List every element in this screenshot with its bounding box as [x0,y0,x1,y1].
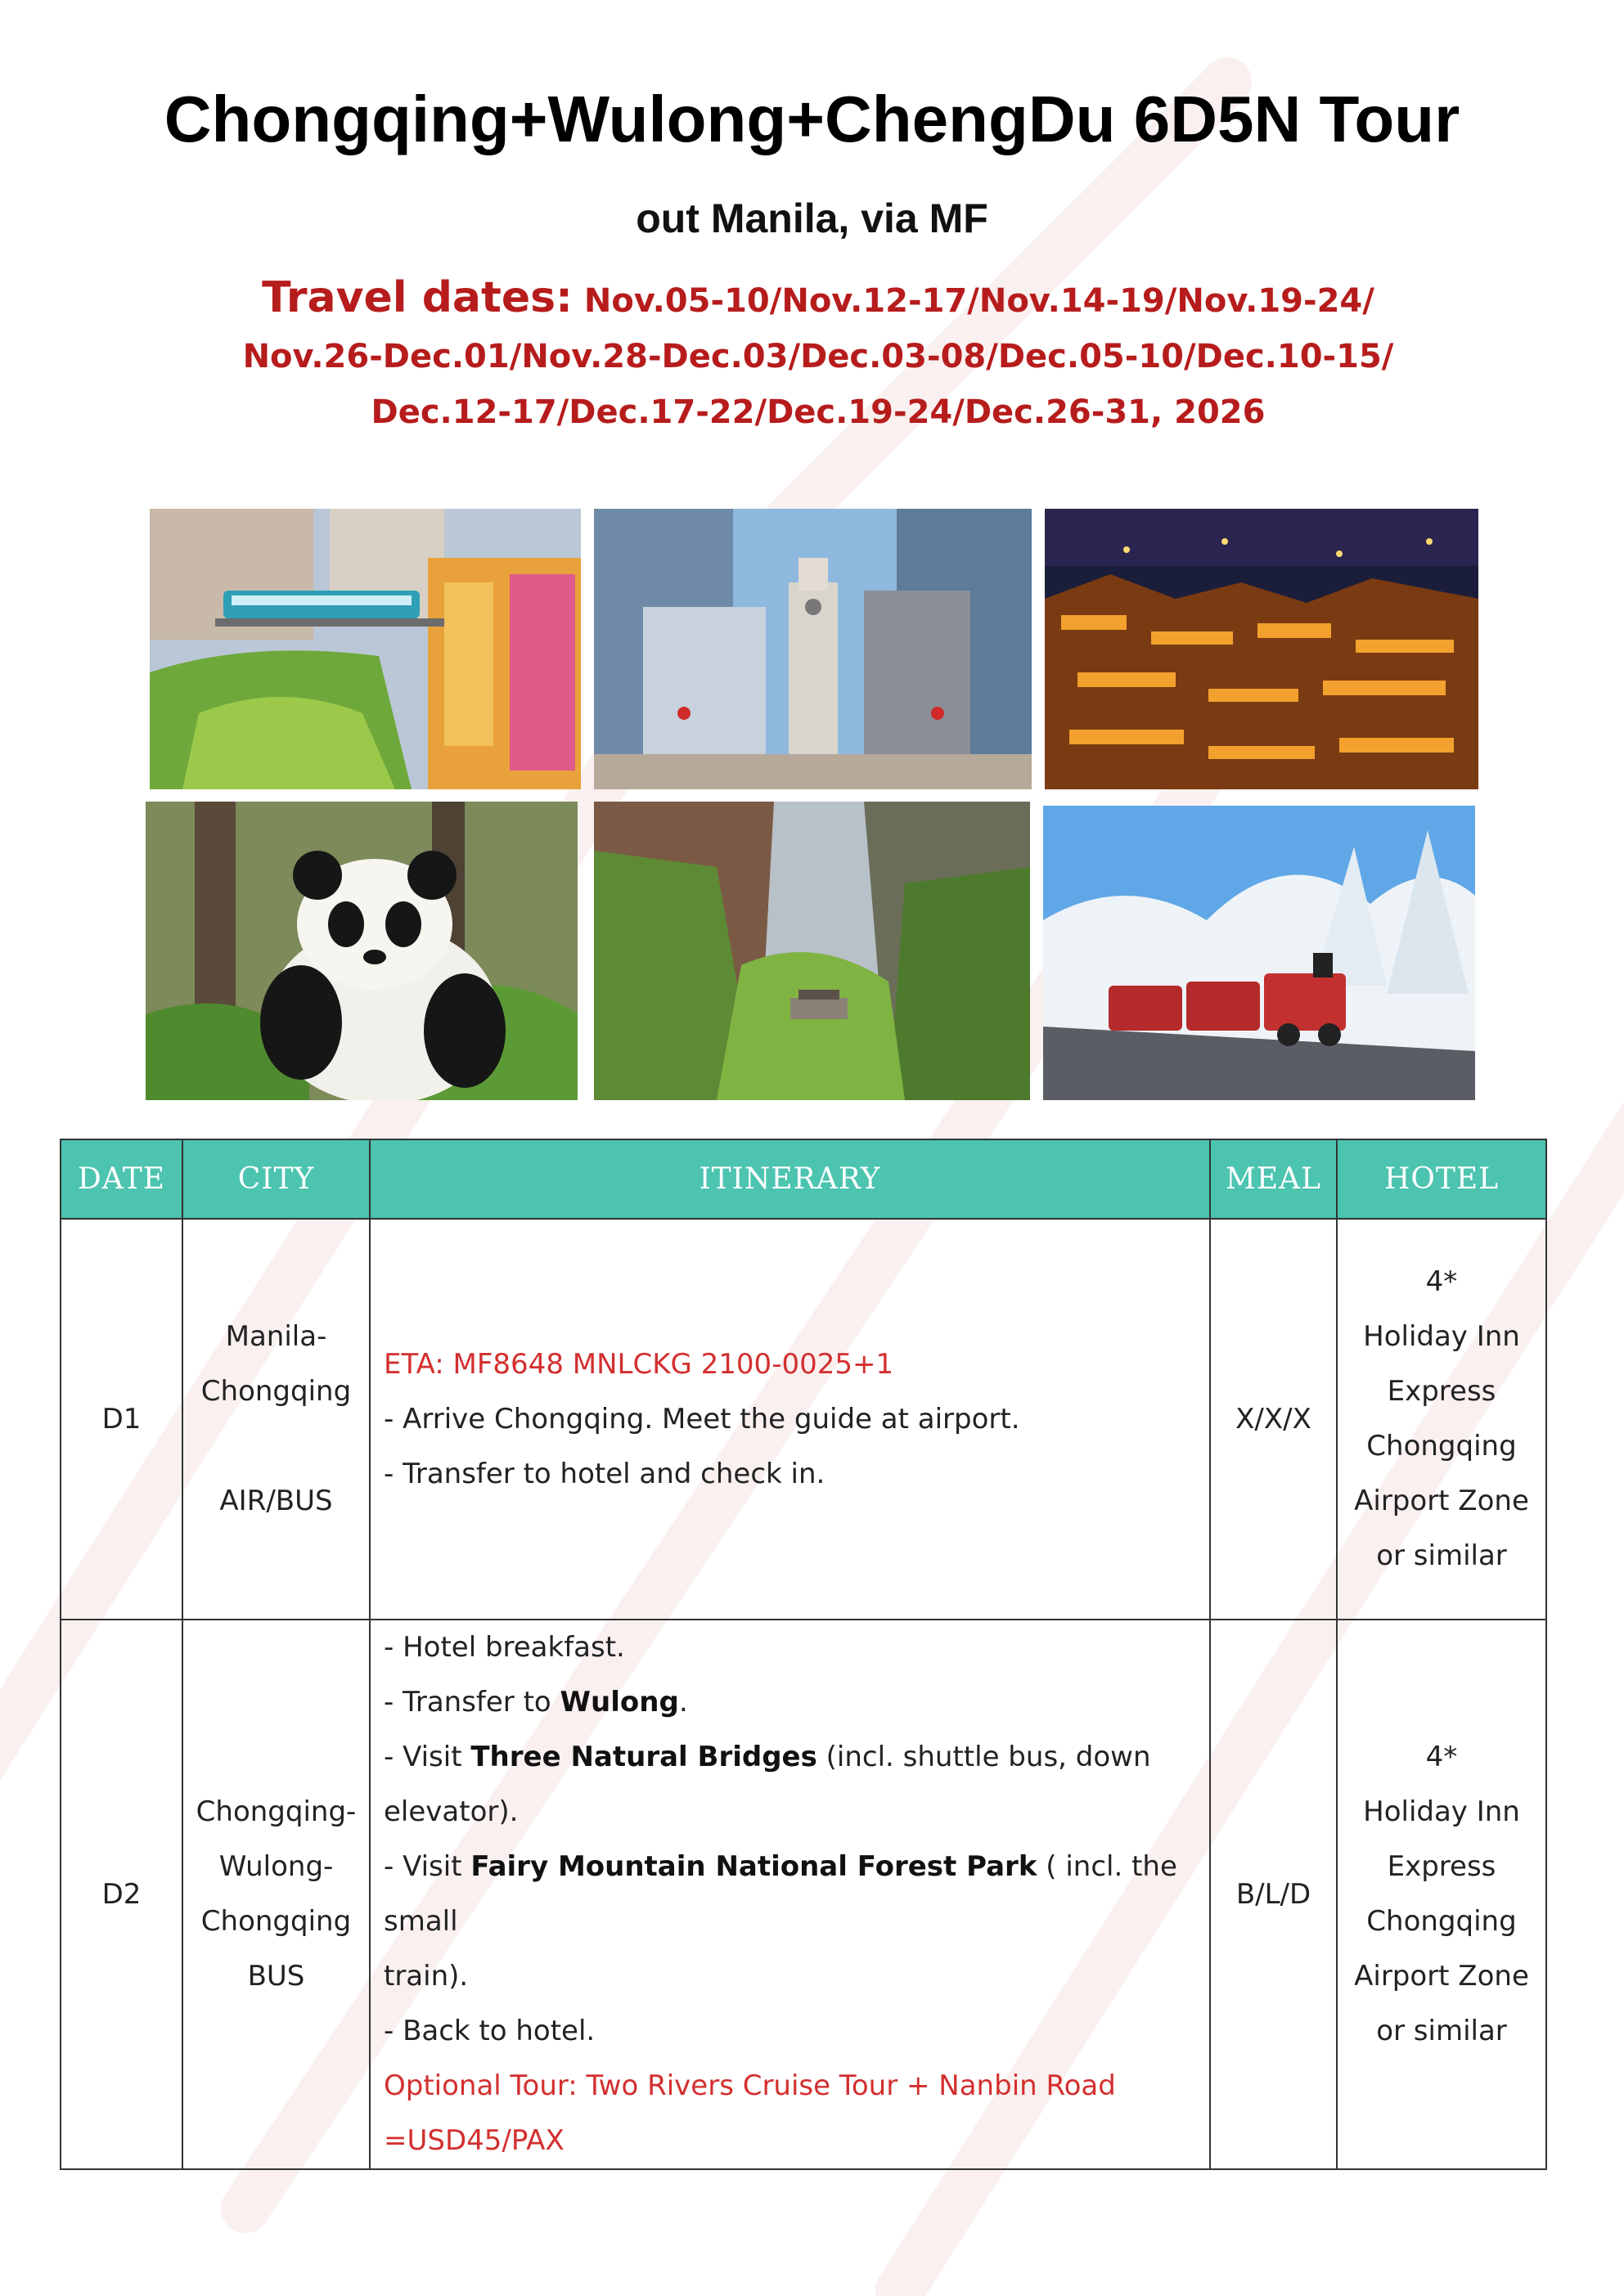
photo-hongyadong-night [1045,509,1478,789]
itinerary-text: . [678,1686,688,1719]
itinerary-table [60,1139,1547,2170]
cell-hotel [1337,1620,1546,2169]
cell-itinerary [370,1219,1210,1620]
hotel-line: Airport Zone [1354,1485,1529,1517]
header-city: CITY [182,1139,370,1219]
cell-itinerary [370,1620,1210,2169]
itinerary-text: ( incl. the small [384,1850,1177,1938]
cell-meal: B/L/D [1210,1620,1337,2169]
photo-three-natural-bridges [594,802,1030,1100]
hotel-line: Express [1387,1850,1496,1883]
photo-giant-panda [146,802,578,1100]
hotel-line: or similar [1376,2015,1507,2047]
city-line: BUS [247,1960,305,1993]
header-date: DATE [61,1139,182,1219]
travel-dates-line1: Nov.05-10/Nov.12-17/Nov.14-19/Nov.19-24/ [583,282,1374,320]
city-line: Wulong- [218,1850,334,1883]
cell-meal: X/X/X [1210,1219,1337,1620]
city-line: Chongqing [200,1375,352,1408]
page-subtitle: out Manila, via MF [636,195,988,241]
city-line: AIR/BUS [219,1485,333,1517]
itinerary-line: - Transfer to hotel and check in. [384,1457,825,1490]
photo-monorail-building [150,509,581,789]
itinerary-line: train). [384,1960,469,1993]
header-itinerary: ITINERARY [370,1139,1210,1219]
itinerary-text: - Transfer to [384,1686,560,1719]
itinerary-text: - Visit [384,1850,471,1883]
itinerary-line: elevator). [384,1795,519,1828]
hotel-line: or similar [1376,1539,1507,1572]
itinerary-line [384,1840,1196,1949]
cell-city [182,1620,370,2169]
itinerary-text: - Visit [384,1741,471,1773]
hotel-line: Chongqing [1366,1905,1517,1938]
itinerary-line [384,1730,1196,1785]
hotel-line: 4* [1425,1741,1458,1773]
city-spacer [184,1419,368,1474]
cell-city [182,1219,370,1620]
hotel-line: Chongqing [1366,1430,1517,1463]
itinerary-line: - Back to hotel. [384,2015,596,2047]
city-line: Chongqing- [196,1795,357,1828]
place-name: Wulong [560,1686,679,1719]
itinerary-text: (incl. shuttle bus, down [816,1741,1151,1773]
optional-tour: Optional Tour: Two Rivers Cruise Tour + Nanbin Road [384,2069,1116,2102]
hotel-line: Holiday Inn [1363,1795,1520,1828]
travel-dates-label: Travel dates: [262,273,573,322]
cell-hotel [1337,1219,1546,1620]
page-title: Chongqing+Wulong+ChengDu 6D5N Tour [164,83,1460,155]
header-meal: MEAL [1210,1139,1337,1219]
itinerary-line: - Hotel breakfast. [384,1631,625,1664]
travel-dates-line2: Nov.26-Dec.01/Nov.28-Dec.03/Dec.03-08/Dec.05-10/Dec.10-15/ [242,338,1394,375]
travel-dates-line3: Dec.12-17/Dec.17-22/Dec.19-24/Dec.26-31, 2026 [371,393,1266,431]
table-row [61,1219,1546,1620]
place-name: Three Natural Bridges [470,1741,817,1773]
cell-date: D2 [61,1620,182,2169]
photo-liberation-monument-street [594,509,1032,789]
table-header-row [61,1139,1546,1219]
photo-fairy-mountain-train-snow [1043,806,1475,1100]
table-row [61,1620,1546,2169]
header-hotel: HOTEL [1337,1139,1546,1219]
place-name: Fairy Mountain National Forest Park [470,1850,1037,1883]
hotel-line: Airport Zone [1354,1960,1529,1993]
cell-date: D1 [61,1219,182,1620]
hotel-line: Express [1387,1375,1496,1408]
itinerary-line [384,1675,1196,1730]
travel-dates [164,270,1473,440]
city-line: Manila- [225,1320,327,1353]
hotel-line: 4* [1425,1265,1458,1298]
optional-tour-price: =USD45/PAX [384,2124,565,2157]
hotel-line: Holiday Inn [1363,1320,1520,1353]
city-line: Chongqing [200,1905,352,1938]
itinerary-line: - Arrive Chongqing. Meet the guide at airport. [384,1402,1020,1436]
flight-info: ETA: MF8648 MNLCKG 2100-0025+1 [384,1347,894,1381]
